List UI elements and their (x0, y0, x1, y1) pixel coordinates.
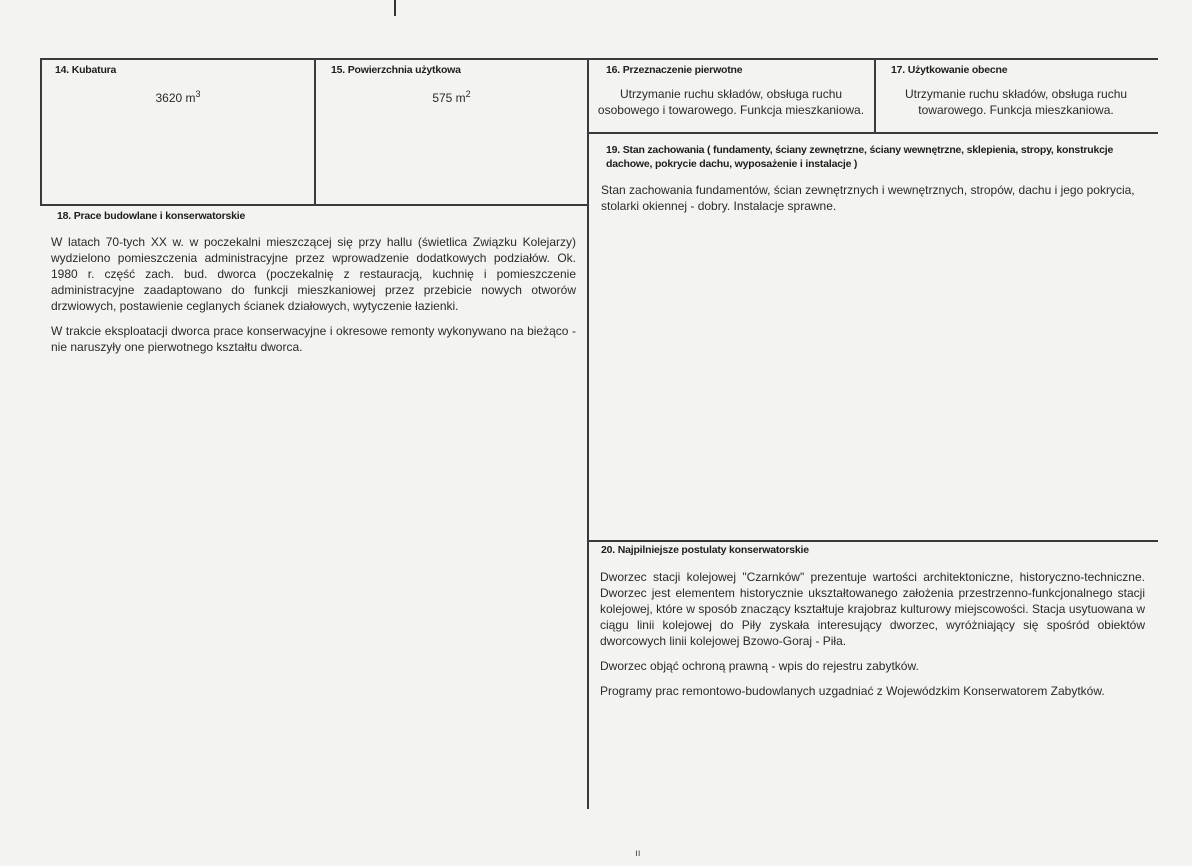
field-20-paragraph: Dworzec stacji kolejowej "Czarnków" prezentuje wartości architektoniczne, historyczno-techniczne. Dworzec jest elementem historycznie ukształtowanego założenia przestrzenno-funkcjonalnego stacji kolejowej, które w sposób znaczący kształtuje krajobraz kulturowy miejscowości. Stacja usytuowana w ciągu linii kolejowej do Piły zyskała interesujący dworzec, wyróżniający się spośród obiektów dworcowych linii kolejowej Bzowo-Goraj - Piła. (600, 570, 1145, 648)
rule-left (40, 58, 42, 206)
card-edge (1192, 0, 1198, 866)
rule-above-20 (587, 540, 1158, 542)
volume-value: 3620 m (155, 91, 196, 105)
rule-15-16 (587, 58, 589, 809)
rule-14-15 (314, 58, 316, 206)
field-17-label: 17. Użytkowanie obecne (891, 64, 1008, 76)
field-14-value (42, 86, 314, 106)
registration-mark-top (394, 0, 396, 16)
area-value: 575 m (432, 91, 466, 105)
field-19-label: 19. Stan zachowania ( fundamenty, ściany zewnętrzne, ściany wewnętrzne, sklepienia, stropy, konstrukcje dachowe, pokrycie dachu, wyposażenie i instalacje ) (606, 144, 1114, 170)
field-18-paragraph: W trakcie eksploatacji dworca prace konserwacyjne i okresowe remonty wykonywano na bieżąco - nie naruszyły one pierwotnego kształtu dworca. (51, 324, 576, 354)
rule-16-17 (874, 58, 876, 132)
field-18-paragraph: W latach 70-tych XX w. w poczekalni mieszczącej się przy hallu (świetlica Związku Kolejarzy) wydzielono pomieszczenia administracyjne przez wprowadzenie dodatkowych podziałów. Ok. 1980 r. część zach. bud. dworca (poczekalnię z restauracją, kuchnię i pomieszczenie administracyjne zaadaptowano do funkcji mieszkaniowej przez przebicie nowych otworów drzwiowych, postawienie ceglanych ścianek działowych, wytyczenie łazienki. (51, 235, 576, 313)
field-20-text (600, 569, 1145, 708)
rule-above-18 (40, 204, 589, 206)
field-18-label: 18. Prace budowlane i konserwatorskie (57, 210, 246, 222)
area-unit-exponent: 2 (465, 89, 471, 99)
field-15-value (316, 86, 587, 106)
field-16-label: 16. Przeznaczenie pierwotne (606, 64, 743, 76)
field-16-value: Utrzymanie ruchu składów, obsługa ruchu osobowego i towarowego. Funkcja mieszkaniowa. (597, 87, 865, 117)
field-20-label: 20. Najpilniejsze postulaty konserwatorskie (601, 544, 809, 556)
field-20-paragraph: Dworzec objąć ochroną prawną - wpis do rejestru zabytków. (600, 659, 919, 673)
volume-unit-exponent: 3 (195, 89, 201, 99)
field-18-text (51, 234, 576, 364)
field-14-label: 14. Kubatura (55, 64, 117, 76)
field-19-value: Stan zachowania fundamentów, ścian zewnętrznych i wewnętrznych, stropów, dachu i jego pokrycia, stolarki okiennej - dobry. Instalacje sprawne. (601, 183, 1135, 213)
rule-above-19 (587, 132, 1158, 134)
rule-top (40, 58, 1158, 60)
registration-mark-bottom: ıı (635, 848, 641, 859)
field-20-paragraph: Programy prac remontowo-budowlanych uzgadniać z Wojewódzkim Konserwatorem Zabytków. (600, 684, 1105, 698)
field-17-value: Utrzymanie ruchu składów, obsługa ruchu towarowego. Funkcja mieszkaniowa. (904, 87, 1128, 117)
field-15-label: 15. Powierzchnia użytkowa (331, 64, 461, 76)
